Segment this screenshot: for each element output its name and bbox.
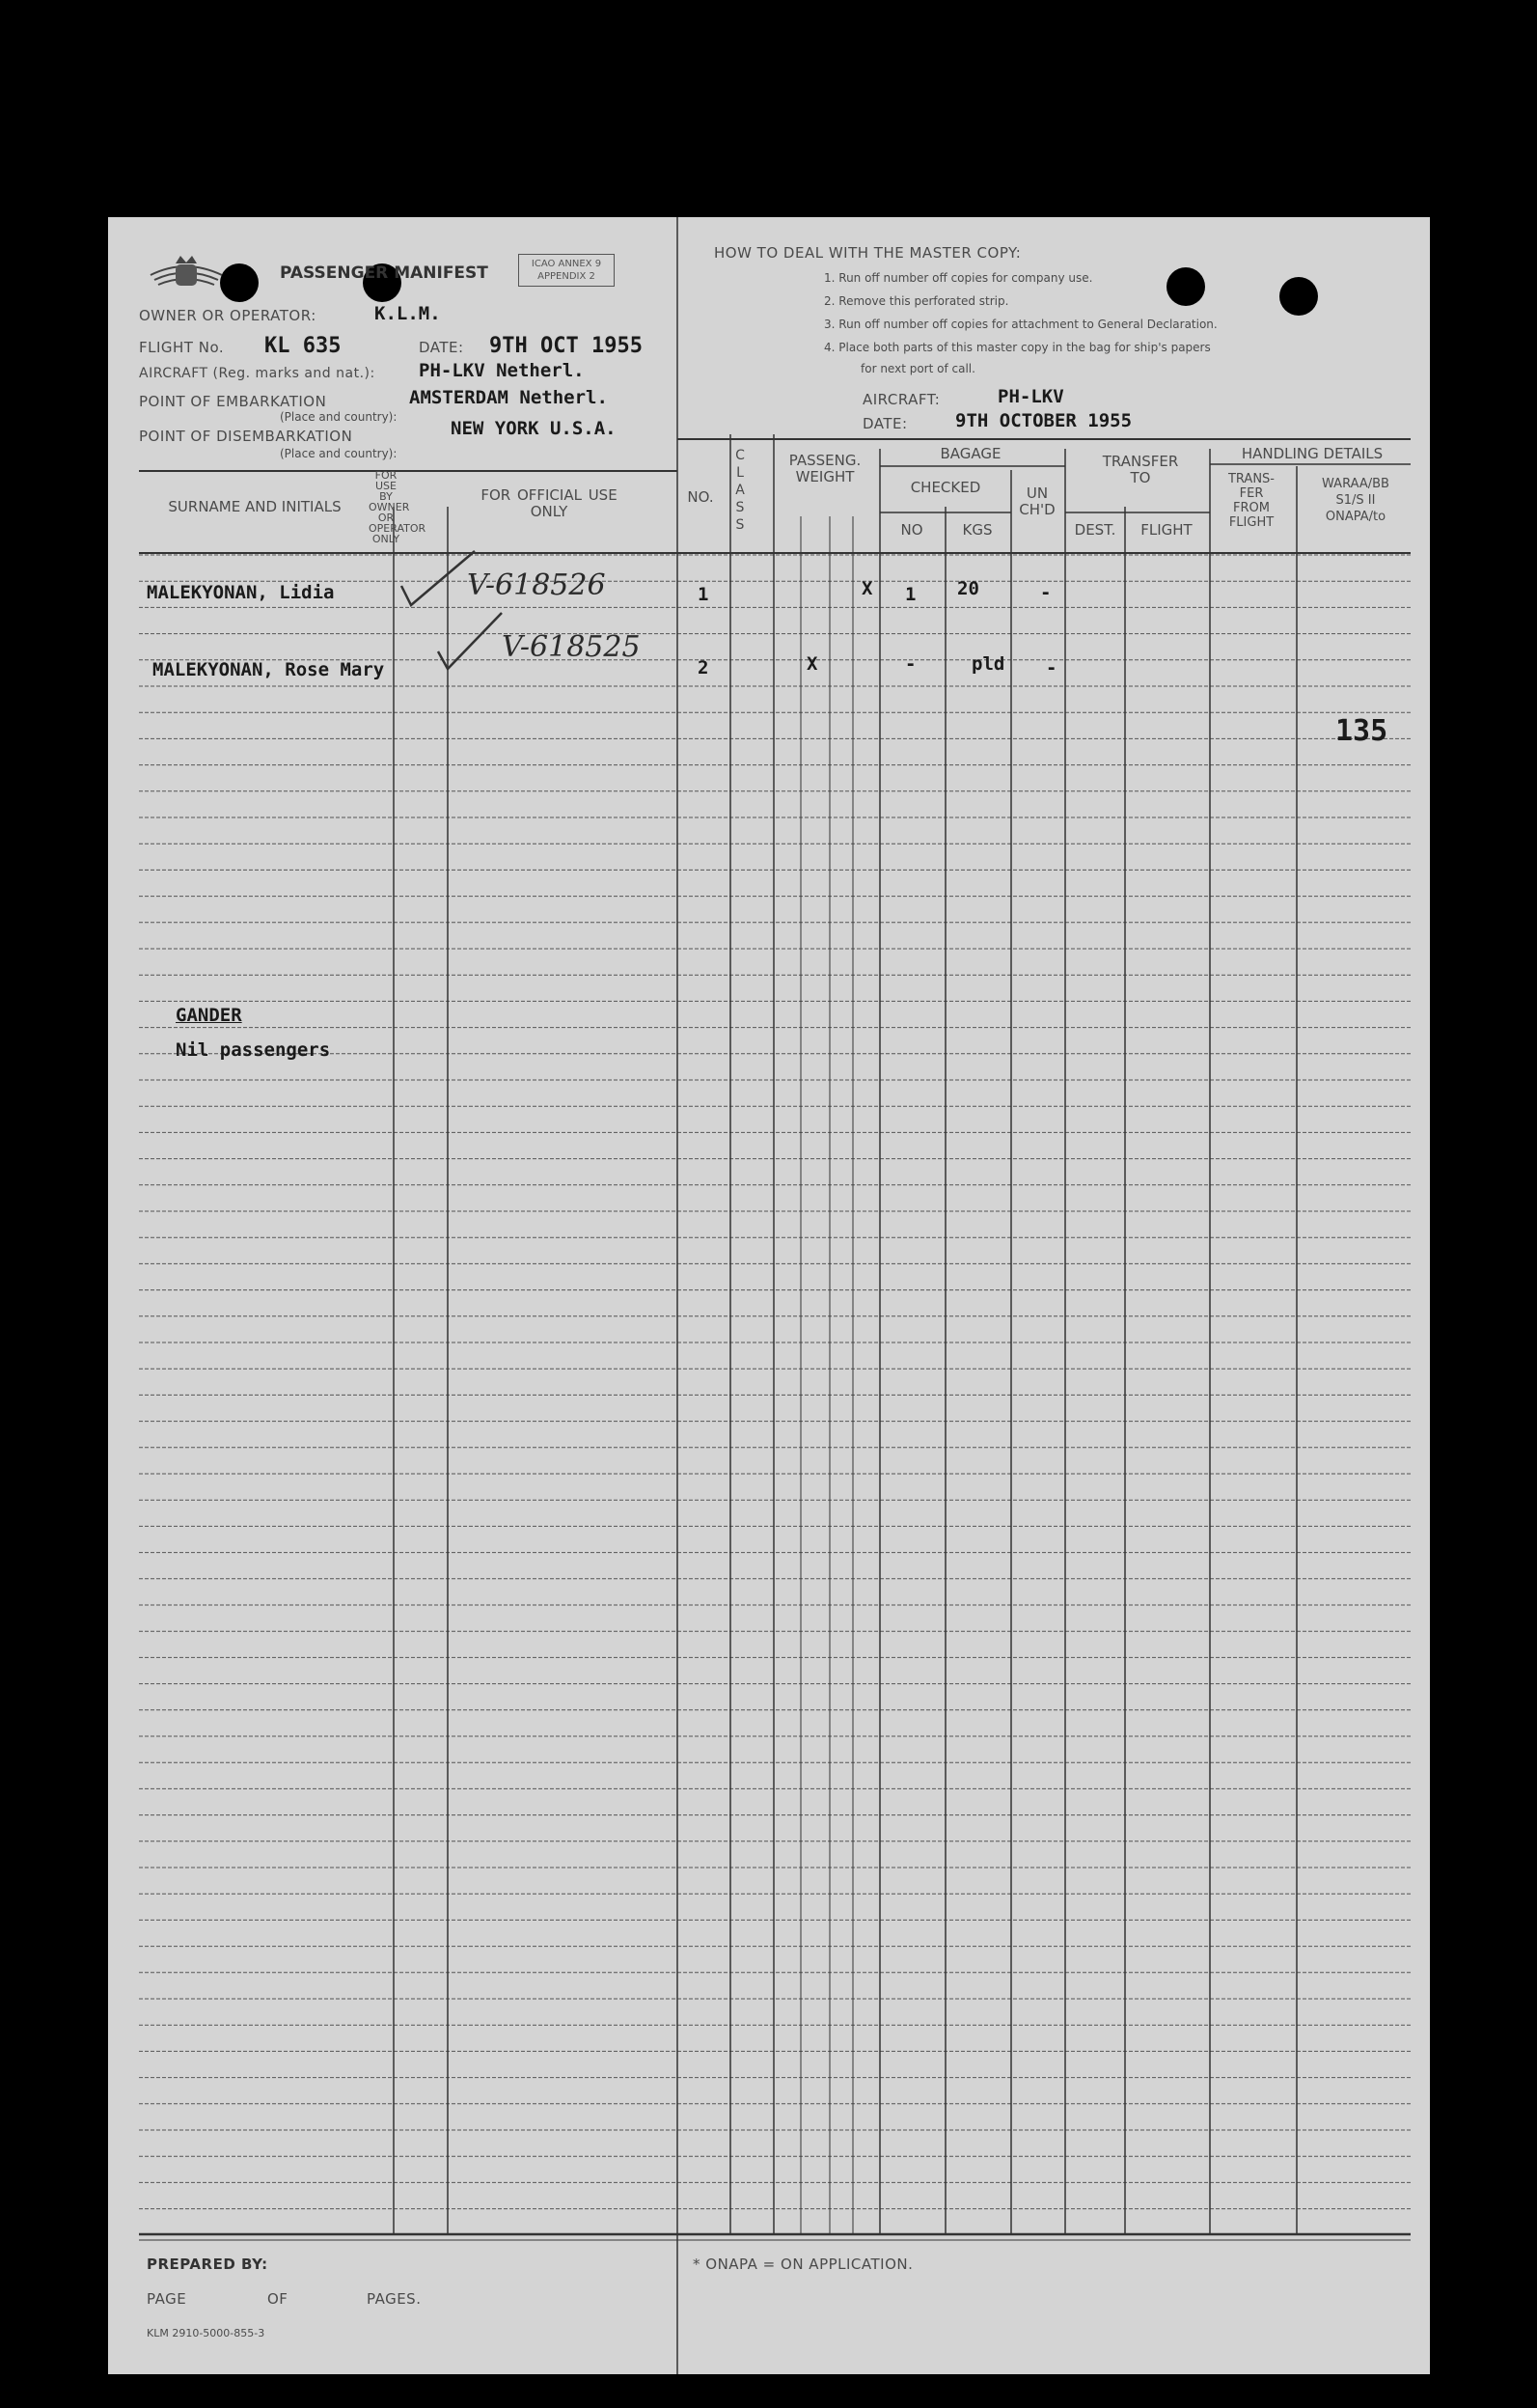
flight-label: FLIGHT No. xyxy=(139,339,225,356)
aircraft-label: AIRCRAFT (Reg. marks and nat.): xyxy=(139,366,375,381)
col-checked-kgs: KGS xyxy=(962,521,993,539)
checked-no: 1 xyxy=(905,584,917,605)
instruction-item: 3. Run off number off copies for attachment to General Declaration. xyxy=(824,318,1218,331)
icao-line-2: APPENDIX 2 xyxy=(537,271,595,282)
owner-label: OWNER OR OPERATOR: xyxy=(139,307,316,324)
passenger-no: 2 xyxy=(698,657,709,678)
onapa-note: * ONAPA = ON APPLICATION. xyxy=(693,2256,914,2273)
instr-date-label: DATE: xyxy=(863,415,908,432)
weight-mark: X xyxy=(807,653,818,675)
official-ref: V-618525 xyxy=(502,630,641,664)
manifest-sheet xyxy=(108,217,1430,2374)
flight-value: KL 635 xyxy=(264,334,342,358)
disembark-label: POINT OF DISEMBARKATION xyxy=(139,428,353,445)
page-label: PAGE xyxy=(147,2290,187,2308)
unchecked: - xyxy=(1046,657,1057,678)
col-transfer-from: TRANS-FER FROM FLIGHT xyxy=(1227,472,1275,530)
col-class: CLASS xyxy=(735,448,745,533)
instr-aircraft-value: PH-LKV xyxy=(998,386,1064,407)
instruction-item: 1. Run off number off copies for company use. xyxy=(824,271,1093,285)
checkmark xyxy=(434,609,511,677)
weight-mark: X xyxy=(862,578,873,599)
note-heading: GANDER xyxy=(176,1005,242,1026)
checked-kgs: 20 xyxy=(957,578,979,599)
instruction-item: 4. Place both parts of this master copy in the bag for ship's papers xyxy=(824,341,1211,354)
passenger-no: 1 xyxy=(698,584,709,605)
place-label-1: (Place and country): xyxy=(280,410,398,424)
col-official: FOR OFFICIAL USE ONLY xyxy=(480,486,618,520)
col-owner-use: FOR USE BY OWNER OR OPERATOR ONLY xyxy=(369,469,426,545)
checked-kgs: pld xyxy=(972,653,1005,675)
date-value: 9TH OCT 1955 xyxy=(489,334,643,358)
col-no: NO. xyxy=(687,488,714,506)
instr-aircraft-label: AIRCRAFT: xyxy=(863,391,941,408)
passenger-name: MALEKYONAN, Lidia xyxy=(147,582,335,603)
manifest-title: PASSENGER MANIFEST xyxy=(280,263,488,283)
date-label: DATE: xyxy=(419,339,464,356)
col-checked: CHECKED xyxy=(910,479,981,496)
embark-label: POINT OF EMBARKATION xyxy=(139,393,327,410)
col-dest: DEST. xyxy=(1074,521,1116,539)
note-text: Nil passengers xyxy=(176,1039,331,1061)
checked-no: - xyxy=(905,653,917,675)
col-passeng-weight: PASSENG. WEIGHT xyxy=(788,452,862,485)
aircraft-value: PH-LKV Netherl. xyxy=(419,360,585,381)
embark-value: AMSTERDAM Netherl. xyxy=(409,387,608,408)
of-label: OF xyxy=(267,2290,288,2308)
col-handling: HANDLING DETAILS xyxy=(1241,445,1384,462)
page-number: 135 xyxy=(1335,714,1388,748)
col-flight: FLIGHT xyxy=(1140,521,1193,539)
owner-value: K.L.M. xyxy=(374,303,441,324)
icao-line-1: ICAO ANNEX 9 xyxy=(531,259,602,269)
instruction-item: for next port of call. xyxy=(861,362,975,375)
col-transfer: TRANSFER TO xyxy=(1102,453,1179,486)
form-code: KLM 2910-5000-855-3 xyxy=(147,2327,265,2339)
table-grid xyxy=(108,217,1430,2374)
col-unchd: UN CH'D xyxy=(1019,484,1056,518)
passenger-name: MALEKYONAN, Rose Mary xyxy=(152,659,385,680)
instructions-title: HOW TO DEAL WITH THE MASTER COPY: xyxy=(714,244,1022,262)
col-waraa: WARAA/BB S1/S II ONAPA/to xyxy=(1322,477,1389,524)
official-ref: V-618526 xyxy=(467,568,606,602)
col-surname: SURNAME AND INITIALS xyxy=(168,498,342,515)
col-bagage: BAGAGE xyxy=(940,445,1002,462)
pages-label: PAGES. xyxy=(367,2290,422,2308)
col-checked-no: NO xyxy=(900,521,923,539)
unchecked: - xyxy=(1040,582,1052,603)
instr-date-value: 9TH OCTOBER 1955 xyxy=(955,410,1133,431)
instruction-item: 2. Remove this perforated strip. xyxy=(824,294,1009,308)
place-label-2: (Place and country): xyxy=(280,447,398,460)
prepared-by: PREPARED BY: xyxy=(147,2256,268,2273)
disembark-value: NEW YORK U.S.A. xyxy=(451,418,617,439)
